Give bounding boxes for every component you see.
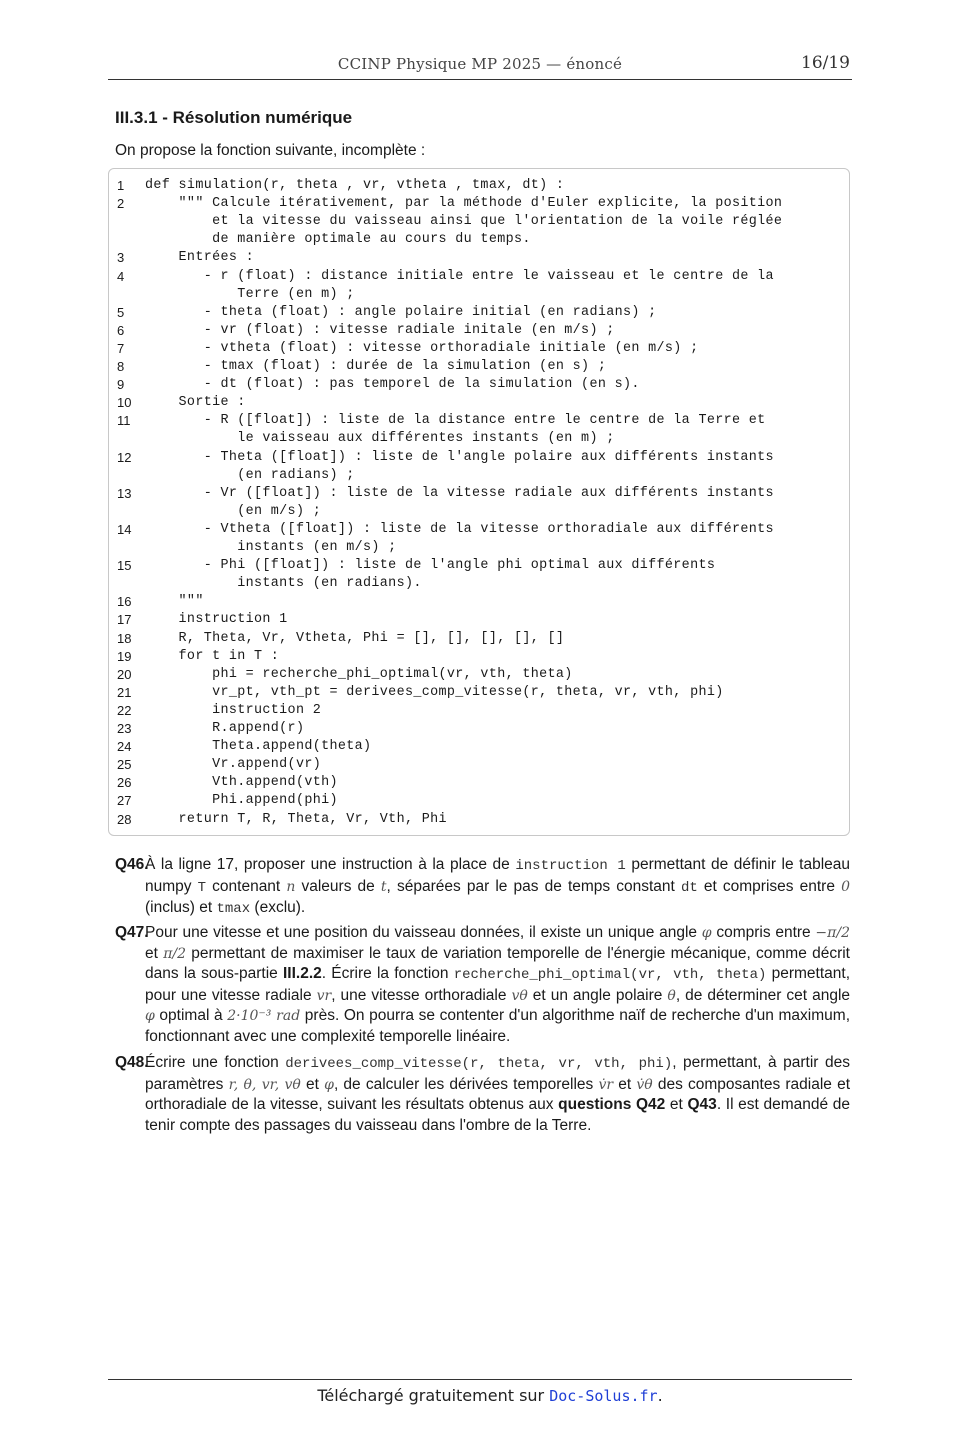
line-number: 6 xyxy=(117,322,125,338)
question-q48 xyxy=(115,1053,850,1136)
code-text: phi = recherche_phi_optimal(vr, vth, theta) xyxy=(145,666,573,682)
footer-divider xyxy=(108,1379,852,1380)
code-text: R.append(r) xyxy=(145,721,305,736)
code-text: et la vitesse du vaisseau ainsi que l'orientation de la voile réglée xyxy=(145,214,783,230)
code-text: Theta.append(theta) xyxy=(145,739,372,755)
line-number: 25 xyxy=(117,757,132,773)
code-text: Sortie : xyxy=(145,395,246,411)
line-number: 22 xyxy=(117,702,132,718)
page-number: 16/19 xyxy=(801,53,850,73)
question-q46 xyxy=(115,855,850,920)
section-title: III.3.1 - Résolution numérique xyxy=(115,108,353,127)
line-number: 14 xyxy=(117,521,132,537)
code-text: le vaisseau aux différentes instants (en m) ; xyxy=(145,431,615,447)
code-text: """ xyxy=(145,594,204,610)
line-number: 19 xyxy=(117,648,132,664)
line-number: 20 xyxy=(117,666,132,682)
code-text: instants (en m/s) ; xyxy=(145,540,397,555)
line-number: 27 xyxy=(117,793,132,809)
code-text: Vr.append(vr) xyxy=(145,757,322,773)
question-label: Q47. xyxy=(115,924,149,941)
code-text: instruction 2 xyxy=(145,702,322,718)
code-text: - theta (float) : angle polaire initial (en radians) ; xyxy=(145,304,657,320)
code-text: Terre (en m) ; xyxy=(145,286,355,302)
code-text: Vth.append(vth) xyxy=(145,775,338,791)
line-number: 3 xyxy=(117,250,125,266)
code-text: - Vtheta ([float]) : liste de la vitesse orthoradiale aux différents xyxy=(145,521,774,537)
code-text: R, Theta, Vr, Vtheta, Phi = [], [], [], [], [] xyxy=(145,630,565,646)
code-text: return T, R, Theta, Vr, Vth, Phi xyxy=(145,811,447,827)
code-text: def simulation(r, theta , vr, vtheta , tmax, dt) : xyxy=(145,178,565,193)
code-text: instants (en radians). xyxy=(145,576,422,592)
footer-text: Téléchargé gratuitement sur xyxy=(317,1386,550,1405)
code-text: (en radians) ; xyxy=(145,467,355,483)
line-number: 8 xyxy=(117,359,125,374)
question-text: Pour une vitesse et une position du vaisseau données, il existe un unique angle φ compris entre −π/2 et π/2 permettant de maximiser le taux de variation temporelle de l'énergie mécanique, comme décrit dans la sous-partie III.2.2. Écrire la fonction recherche_phi_optimal(vr, vth, theta) permettant, pour une vitesse radiale vr, une vitesse orthoradiale vθ et un angle polaire θ, de déterminer cet angle φ optimal à 2·10⁻³ rad près. On pourra se contenter d'un algorithme naïf de recherche d'un maximum, fonctionnant avec une complexité temporelle linéaire. xyxy=(145,924,851,1045)
code-text: - Vr ([float]) : liste de la vitesse radiale aux différents instants xyxy=(145,485,774,501)
line-number: 23 xyxy=(117,721,132,736)
line-number: 15 xyxy=(117,558,132,574)
line-number: 5 xyxy=(117,304,125,320)
line-number: 16 xyxy=(117,594,132,610)
question-q47 xyxy=(115,923,850,1047)
code-text: de manière optimale au cours du temps. xyxy=(145,232,531,248)
code-text: for t in T : xyxy=(145,648,280,664)
code-text: - r (float) : distance initiale entre le vaisseau et le centre de la xyxy=(145,268,774,284)
line-number: 1 xyxy=(117,178,125,193)
line-number: 13 xyxy=(117,485,132,501)
page-header xyxy=(108,55,852,80)
line-number: 28 xyxy=(117,811,132,827)
code-text: - vtheta (float) : vitesse orthoradiale initiale (en m/s) ; xyxy=(145,340,699,356)
doc-solus-link[interactable]: Doc-Solus.fr xyxy=(549,1387,658,1405)
question-text: Écrire une fonction derivees_comp_vitesse(r, theta, vr, vth, phi), permettant, à partir des paramètres r, θ, vr, vθ et φ, de calculer les dérivées temporelles v̇r et v̇θ des composantes radiale et orthoradiale de la vitesse, suivant les résultats obtenus aux questions Q42 et Q43. Il est demandé de tenir compte des passages du vaisseau dans l'ombre de la Terre. xyxy=(145,1054,851,1134)
line-number: 18 xyxy=(117,630,132,646)
code-text: (en m/s) ; xyxy=(145,503,322,519)
question-label: Q48. xyxy=(115,1054,149,1071)
code-text: Phi.append(phi) xyxy=(145,793,338,809)
line-number: 2 xyxy=(117,196,125,212)
line-number: 10 xyxy=(117,395,132,411)
code-text: - dt (float) : pas temporel de la simulation (en s). xyxy=(145,377,640,393)
header-title: CCINP Physique MP 2025 — énoncé xyxy=(337,55,623,73)
line-number: 12 xyxy=(117,449,132,465)
code-text: - vr (float) : vitesse radiale initale (en m/s) ; xyxy=(145,322,615,338)
line-number: 7 xyxy=(117,340,125,356)
line-number: 21 xyxy=(117,684,132,700)
question-text: À la ligne 17, proposer une instruction à la place de instruction 1 permettant de définir le tableau numpy T contenant n valeurs de t, séparées par le pas de temps constant dt et comprises entre 0 (inclus) et tmax (exclu). xyxy=(145,856,851,917)
code-listing xyxy=(108,168,850,836)
line-number: 9 xyxy=(117,377,125,393)
line-number: 26 xyxy=(117,775,132,791)
question-label: Q46. xyxy=(115,856,149,873)
code-text: """ Calcule itérativement, par la méthode d'Euler explicite, la position xyxy=(145,196,783,212)
code-text: - R ([float]) : liste de la distance entre le centre de la Terre et xyxy=(145,413,766,429)
code-text: - Theta ([float]) : liste de l'angle polaire aux différents instants xyxy=(145,449,774,465)
code-text: - tmax (float) : durée de la simulation (en s) ; xyxy=(145,359,607,374)
code-text: vr_pt, vth_pt = derivees_comp_vitesse(r, theta, vr, vth, phi) xyxy=(145,684,724,700)
line-number: 4 xyxy=(117,268,125,284)
line-number: 11 xyxy=(117,413,131,429)
section-intro: On propose la fonction suivante, incomplète : xyxy=(115,142,426,159)
line-number: 17 xyxy=(117,612,132,628)
code-text: instruction 1 xyxy=(145,612,288,628)
page-footer: Téléchargé gratuitement sur Doc-Solus.fr. xyxy=(317,1386,663,1405)
line-number: 24 xyxy=(117,739,132,755)
code-text: - Phi ([float]) : liste de l'angle phi optimal aux différents xyxy=(145,558,716,574)
code-text: Entrées : xyxy=(145,250,255,266)
